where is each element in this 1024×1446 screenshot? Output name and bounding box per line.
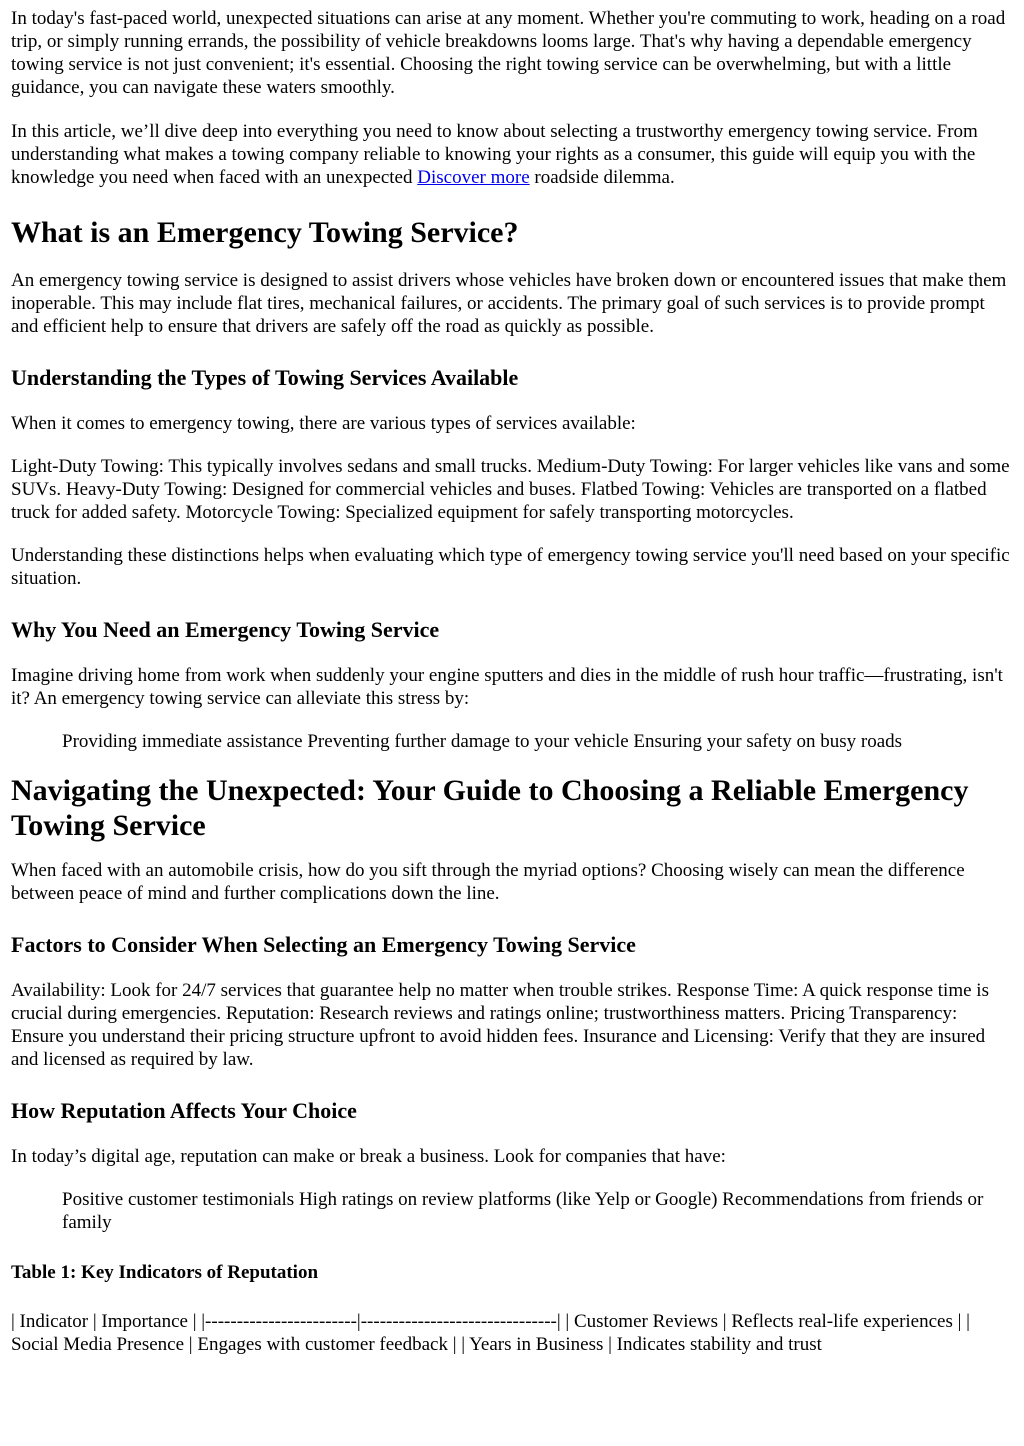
types-summary-paragraph: Understanding these distinctions helps when evaluating which type of emergency towing service you'll need based on your specific situation. bbox=[11, 545, 1010, 589]
subheading-factors: Factors to Consider When Selecting an Emergency Towing Service bbox=[11, 932, 636, 957]
intro-text-after-link: roadside dilemma. bbox=[529, 167, 675, 188]
subheading-why-need: Why You Need an Emergency Towing Service bbox=[11, 617, 440, 642]
intro-paragraph: In today's fast-paced world, unexpected situations can arise at any moment. Whether you're commuting to work, heading on a road trip, or simply running errands, the possibility of vehicle breakdowns looms large. That's why having a dependable emergency towing service is not just convenient; it's essential. Choosing the right towing service can be overwhelming, but with a little guidance, you can navigate these waters smoothly. bbox=[11, 8, 1006, 98]
factors-paragraph: Availability: Look for 24/7 services that guarantee help no matter when trouble strikes. Response Time: A quick response time is crucial during emergencies. Reputation: Research reviews and ratings online; trustworthiness matters. Pricing Transparency: Ensure you understand their pricing structure upfront to avoid hidden fees. Insurance and Licensing: Verify that they are insured and licensed as required by law. bbox=[11, 980, 989, 1070]
section-heading-navigating: Navigating the Unexpected: Your Guide to Choosing a Reliable Emergency Towing Service bbox=[11, 774, 969, 842]
reputation-blockquote: Positive customer testimonials High ratings on review platforms (like Yelp or Google) Recommendations from friends or family bbox=[62, 1189, 984, 1233]
why-need-paragraph: Imagine driving home from work when suddenly your engine sputters and dies in the middle of rush hour traffic—frustrating, isn't it? An emergency towing service can alleviate this stress by: bbox=[11, 665, 1003, 709]
table-markdown-text: | Indicator | Importance | |------------------------|-------------------------------| | Customer Reviews | Reflects real-life experiences | | Social Media Presence | Engages with customer feedback | | Years in Business | Indicates stability and trust bbox=[11, 1311, 970, 1355]
reputation-paragraph: In today’s digital age, reputation can make or break a business. Look for companies that have: bbox=[11, 1146, 726, 1167]
discover-more-link[interactable]: Discover more bbox=[417, 167, 530, 188]
types-intro-paragraph: When it comes to emergency towing, there are various types of services available: bbox=[11, 413, 636, 434]
section-heading-what-is: What is an Emergency Towing Service? bbox=[11, 216, 519, 249]
intro-text-before-link: In this article, we’ll dive deep into everything you need to know about selecting a trustworthy emergency towing service. From understanding what makes a towing company reliable to knowing your rights as a consumer, this guide will equip you with the knowledge you need when faced with an unexpected bbox=[11, 121, 978, 188]
definition-paragraph: An emergency towing service is designed to assist drivers whose vehicles have broken down or encountered issues that make them inoperable. This may include flat tires, mechanical failures, or accidents. The primary goal of such services is to provide prompt and efficient help to ensure that drivers are safely off the road as quickly as possible. bbox=[11, 270, 1007, 337]
subheading-reputation: How Reputation Affects Your Choice bbox=[11, 1098, 357, 1123]
navigating-paragraph: When faced with an automobile crisis, how do you sift through the myriad options? Choosing wisely can mean the difference between peace of mind and further complications down the line. bbox=[11, 860, 965, 904]
benefits-blockquote: Providing immediate assistance Preventing further damage to your vehicle Ensuring your safety on busy roads bbox=[62, 731, 903, 752]
intro-paragraph-2 bbox=[11, 120, 1014, 189]
subheading-types: Understanding the Types of Towing Services Available bbox=[11, 365, 519, 390]
types-list-paragraph: Light-Duty Towing: This typically involves sedans and small trucks. Medium-Duty Towing: For larger vehicles like vans and some SUVs. Heavy-Duty Towing: Designed for commercial vehicles and buses. Flatbed Towing: Vehicles are transported on a flatbed truck for added safety. Motorcycle Towing: Specialized equipment for safely transporting motorcycles. bbox=[11, 456, 1010, 523]
table-heading: Table 1: Key Indicators of Reputation bbox=[11, 1262, 319, 1283]
